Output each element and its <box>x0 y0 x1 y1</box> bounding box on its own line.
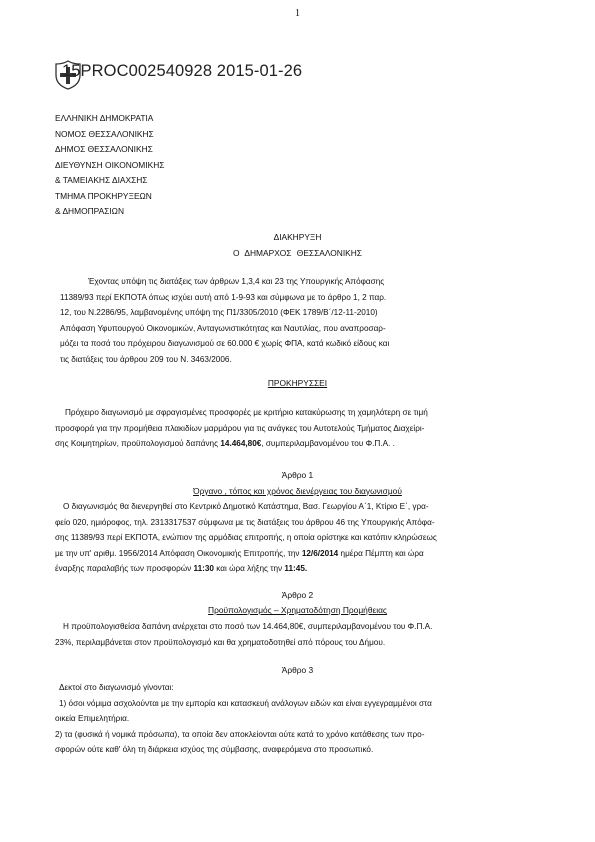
authority-line: ΔΗΜΟΣ ΘΕΣΣΑΛΟΝΙΚΗΣ <box>55 144 153 154</box>
page-number: 1 <box>295 8 300 19</box>
text-line: Η προϋπολογισθείσα δαπάνη ανέρχεται στο ποσό των 14.464,80€, συμπεριλαμβανομένου του Φ.Π.Α. <box>63 622 433 631</box>
text-line: Πρόχειρο διαγωνισμό με σφραγισμένες προσφορές με κριτήριο κατακύρωσης τη χαμηλότερη σε τιμή <box>65 408 428 417</box>
document-subtitle: Ο ΔΗΜΑΡΧΟΣ ΘΕΣΣΑΛΟΝΙΚΗΣ <box>233 248 362 258</box>
document-id: 15PROC002540928 2015-01-26 <box>62 62 303 80</box>
text-line: 12, του Ν.2286/95, λαμβανομένης υπόψη της Π1/3305/2010 (ΦΕΚ 1789/Β΄/12-11-2010) <box>60 308 378 317</box>
authority-line: ΝΟΜΟΣ ΘΕΣΣΑΛΟΝΙΚΗΣ <box>55 128 154 139</box>
article-1-body <box>55 499 543 577</box>
authority-line: ΔΙΕΥΘΥΝΣΗ ΟΙΚΟΝΟΜΙΚΗΣ <box>55 159 165 170</box>
authority-line: & ΔΗΜΟΠΡΑΣΙΩΝ <box>55 206 124 216</box>
text-line: σης Κοιμητηρίων, προϋπολογισμού δαπάνης 14.464,80€, συμπεριλαμβανομένου του Φ.Π.Α. . <box>55 439 395 448</box>
intro-paragraph <box>60 274 538 367</box>
article-1-heading: Άρθρο 1 <box>281 470 314 480</box>
article-2-subheading: Προϋπολογισμός – Χρηματοδότηση Προμήθειας <box>208 605 387 615</box>
text-line: Δεκτοί στο διαγωνισμό γίνονται: <box>59 683 174 692</box>
text-line: 23%, περιλαμβάνεται στον προϋπολογισμό και θα χρηματοδοτηθεί από πόρους του Δήμου. <box>55 637 386 647</box>
proclaims-heading: ΠΡΟΚΗΡΥΣΣΕΙ <box>267 378 328 388</box>
text-line: Απόφαση Υφυπουργού Οικονομικών, Ανταγωνιστικότητας και Ναυτιλίας, που αναπροσαρ- <box>60 323 386 333</box>
text-line: σφορών ούτε καθ' όλη τη διάρκεια ισχύος της σύμβασης, αναφερόμενα στο προσωπικό. <box>55 745 374 754</box>
text-line: με την υπ' αριθμ. 1956/2014 Απόφαση Οικονομικής Επιτροπής, την 12/6/2014 ημέρα Πέμπτη και ώρα <box>55 548 424 558</box>
text-line: τις διατάξεις του άρθρου 209 του Ν. 3463/2006. <box>60 354 232 364</box>
article-3-body <box>55 680 543 758</box>
authority-line: & ΤΑΜΕΙΑΚΗΣ ΔΙΑΧΣΗΣ <box>55 175 148 185</box>
text-line: Έχοντας υπόψη τις διατάξεις των άρθρων 1,3,4 και 23 της Υπουργικής Απόφασης <box>88 277 385 286</box>
article-2-body <box>55 619 543 650</box>
authority-line: ΤΜΗΜΑ ΠΡΟΚΗΡΥΞΕΩΝ <box>55 190 152 201</box>
document-title: ΔΙΑΚΗΡΥΞΗ <box>273 232 322 242</box>
text-line: Ο διαγωνισμός θα διενεργηθεί στο Κεντρικό Δημοτικό Κατάστημα, Βασ. Γεωργίου Α΄1, Κτίριο Ε΄, γρα- <box>63 502 429 511</box>
text-line: 1) όσοι νόμιμα ασχολούνται με την εμπορία και κατασκευή ανάλογων ειδών και είναι εγγεγραμμένοι στα <box>59 698 432 708</box>
article-2-heading: Άρθρο 2 <box>281 590 314 600</box>
article-1-subheading: Όργανο , τόπος και χρόνος διενέργειας του διαγωνισμού <box>193 486 402 496</box>
text-line: προσφορά για την προμήθεια πλακιδίων μαρμάρου για τις ανάγκες του Αυτοτελούς Τμήματος Διαχείρι- <box>55 423 425 433</box>
text-line: σης 11389/93 περί ΕΚΠΟΤΑ, ενώπιον της αρμόδιας επιτροπής, η οποία ορίστηκε και κατόπιν κληρώσεως <box>55 533 437 542</box>
text-line: φείο 020, ημιόροφος, τηλ. 2313317537 σύμφωνα με τις διατάξεις του άρθρου 46 της Υπουργικής Απόφα- <box>55 517 435 527</box>
text-line: 2) τα (φυσικά ή νομικά πρόσωπα), τα οποία δεν αποκλείονται ούτε κατά το χρόνο κατάθεσης των προ- <box>55 729 425 739</box>
text-line: 11389/93 περί ΕΚΠΟΤΑ όπως ισχύει αυτή από 1-9-93 και σύμφωνα με το άρθρο 1, 2 παρ. <box>60 292 387 302</box>
main-paragraph <box>55 405 543 452</box>
text-line: έναρξης παραλαβής των προσφορών 11:30 και ώρα λήξης την 11:45. <box>55 564 308 573</box>
text-line: οικεία Επιμελητήρια. <box>55 714 130 723</box>
article-3-heading: Άρθρο 3 <box>281 665 314 675</box>
issuing-authority <box>55 111 164 220</box>
text-line: μόζει τα ποσά του πρόχειρου διαγωνισμού σε 60.000 € χωρίς ΦΠΑ, κατά κωδικό είδους και <box>60 339 390 348</box>
authority-line: ΕΛΛΗΝΙΚΗ ΔΗΜΟΚΡΑΤΙΑ <box>55 113 154 123</box>
